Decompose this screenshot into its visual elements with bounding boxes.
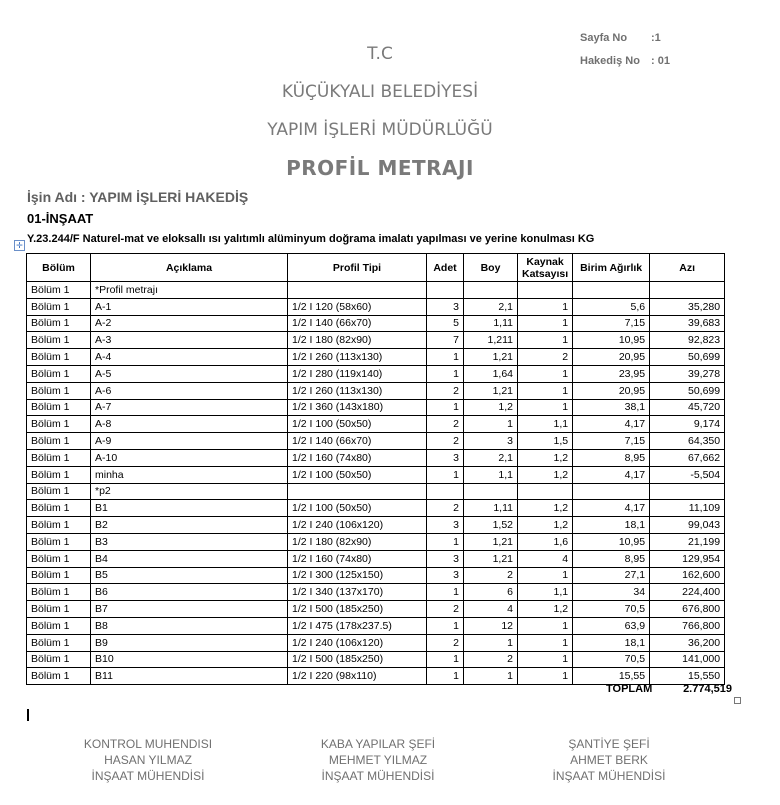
cell-adet: 1 [427,584,464,601]
cell-aciklama: A-3 [91,332,288,349]
cell-adet: 1 [427,349,464,366]
col-header-azi: Azı [650,254,725,282]
table-row [27,298,725,315]
cell-aciklama: A-10 [91,449,288,466]
cell-kaynak-katsayisi: 1,2 [518,500,573,517]
cell-birim-agirlik: 63,9 [573,617,650,634]
signature-block-kontrol [48,736,248,784]
cell-aciklama: B11 [91,668,288,685]
cell-boy: 1 [464,634,518,651]
cell-aciklama: A-1 [91,298,288,315]
total-value: 2.774,519 [683,683,732,695]
cell-profil-tipi: 1/2 I 100 (50x50) [288,466,427,483]
cell-kaynak-katsayisi: 1 [518,298,573,315]
cell-profil-tipi: 1/2 I 160 (74x80) [288,550,427,567]
cell-aciklama: B3 [91,533,288,550]
table-row [27,550,725,567]
cell-birim-agirlik: 7,15 [573,433,650,450]
table-row [27,332,725,349]
cell-bolum: Bölüm 1 [27,298,91,315]
item-description: Y.23.244/F Naturel-mat ve eloksallı ısı yalıtımlı alüminyum doğrama imalatı yapılması ve yerine konulması KG [27,233,595,245]
table-row [27,399,725,416]
cell-azi: 766,800 [650,617,725,634]
hakedis-number-value: : 01 [651,55,670,67]
cell-kaynak-katsayisi: 1 [518,567,573,584]
cell-kaynak-katsayisi: 1,2 [518,466,573,483]
cell-bolum: Bölüm 1 [27,533,91,550]
cell-azi: 141,000 [650,651,725,668]
cell-adet: 1 [427,399,464,416]
cell-aciklama: B4 [91,550,288,567]
table-row [27,500,725,517]
cell-profil-tipi: 1/2 I 220 (98x110) [288,668,427,685]
title-tc: T.C [367,44,393,64]
title-directorate: YAPIM İŞLERİ MÜDÜRLÜĞÜ [267,120,493,140]
cell-boy: 12 [464,617,518,634]
cell-kaynak-katsayisi: 1 [518,634,573,651]
table-row [27,634,725,651]
cell-bolum: Bölüm 1 [27,315,91,332]
cell-profil-tipi: 1/2 I 100 (50x50) [288,416,427,433]
col-header-profil-tipi: Profil Tipi [288,254,427,282]
cell-kaynak-katsayisi [518,282,573,299]
table-row [27,567,725,584]
cell-azi: 50,699 [650,382,725,399]
cell-azi: 35,280 [650,298,725,315]
signature-name: MEHMET YILMAZ [328,753,428,767]
cell-azi: 11,109 [650,500,725,517]
cell-birim-agirlik: 18,1 [573,634,650,651]
cell-bolum: Bölüm 1 [27,466,91,483]
cell-profil-tipi: 1/2 I 260 (113x130) [288,382,427,399]
cell-kaynak-katsayisi: 1 [518,332,573,349]
cell-aciklama: B5 [91,567,288,584]
cell-bolum: Bölüm 1 [27,584,91,601]
cell-bolum: Bölüm 1 [27,483,91,500]
cell-birim-agirlik: 38,1 [573,399,650,416]
cell-birim-agirlik: 23,95 [573,365,650,382]
cell-adet: 1 [427,466,464,483]
cell-profil-tipi: 1/2 I 160 (74x80) [288,449,427,466]
cell-azi: 39,278 [650,365,725,382]
cell-kaynak-katsayisi: 1,1 [518,584,573,601]
cell-adet: 5 [427,315,464,332]
cell-boy: 1 [464,416,518,433]
profile-metraj-table [26,253,725,685]
cell-aciklama: A-7 [91,399,288,416]
cell-adet: 2 [427,500,464,517]
col-header-adet: Adet [427,254,464,282]
table-header-row [27,254,725,282]
section-heading: 01-İNŞAAT [27,211,94,226]
cell-bolum: Bölüm 1 [27,282,91,299]
cell-bolum: Bölüm 1 [27,601,91,618]
cell-bolum: Bölüm 1 [27,500,91,517]
cell-kaynak-katsayisi: 1 [518,651,573,668]
cell-aciklama: *p2 [91,483,288,500]
cell-adet: 3 [427,567,464,584]
cell-bolum: Bölüm 1 [27,567,91,584]
cell-bolum: Bölüm 1 [27,634,91,651]
cell-boy [464,282,518,299]
cell-azi [650,483,725,500]
cell-kaynak-katsayisi: 1,2 [518,517,573,534]
signature-role: KABA YAPILAR ŞEFİ [320,737,436,751]
cell-azi: -5,504 [650,466,725,483]
cell-profil-tipi: 1/2 I 340 (137x170) [288,584,427,601]
cell-birim-agirlik: 34 [573,584,650,601]
cell-kaynak-katsayisi: 1 [518,399,573,416]
title-municipality: KÜÇÜKYALI BELEDİYESİ [281,82,479,102]
cell-birim-agirlik: 5,6 [573,298,650,315]
cell-bolum: Bölüm 1 [27,517,91,534]
cell-adet [427,483,464,500]
table-row [27,651,725,668]
cell-aciklama: *Profil metrajı [91,282,288,299]
cell-azi: 36,200 [650,634,725,651]
signature-role: ŞANTİYE ŞEFİ [568,737,650,751]
cell-azi [650,282,725,299]
cell-profil-tipi: 1/2 I 260 (113x130) [288,349,427,366]
page-number-value: :1 [651,32,661,44]
cell-azi: 162,600 [650,567,725,584]
cell-bolum: Bölüm 1 [27,416,91,433]
cell-azi: 676,800 [650,601,725,618]
cell-birim-agirlik: 7,15 [573,315,650,332]
cell-kaynak-katsayisi: 1,2 [518,449,573,466]
cell-boy: 1,21 [464,550,518,567]
text-cursor [27,709,29,721]
table-row [27,449,725,466]
cell-bolum: Bölüm 1 [27,433,91,450]
cell-azi: 50,699 [650,349,725,366]
cell-birim-agirlik: 10,95 [573,533,650,550]
table-row [27,315,725,332]
cell-profil-tipi: 1/2 I 100 (50x50) [288,500,427,517]
cell-profil-tipi: 1/2 I 475 (178x237.5) [288,617,427,634]
cell-adet: 3 [427,449,464,466]
cell-aciklama: minha [91,466,288,483]
table-row [27,466,725,483]
cell-boy: 2 [464,651,518,668]
cell-profil-tipi: 1/2 I 140 (66x70) [288,315,427,332]
cell-boy: 2 [464,567,518,584]
cell-boy: 1,64 [464,365,518,382]
cell-bolum: Bölüm 1 [27,332,91,349]
signature-title: İNŞAAT MÜHENDİSİ [321,769,435,783]
cell-boy: 2,1 [464,449,518,466]
cell-profil-tipi [288,282,427,299]
page-number-label: Sayfa No [580,32,628,44]
cell-boy: 1,2 [464,399,518,416]
cell-kaynak-katsayisi: 1 [518,617,573,634]
cell-profil-tipi: 1/2 I 280 (119x140) [288,365,427,382]
cell-azi: 64,350 [650,433,725,450]
cell-aciklama: B2 [91,517,288,534]
cell-aciklama: B8 [91,617,288,634]
cell-boy: 2,1 [464,298,518,315]
cell-birim-agirlik: 70,5 [573,601,650,618]
cell-kaynak-katsayisi: 1 [518,668,573,685]
cell-aciklama: B9 [91,634,288,651]
cell-aciklama: A-6 [91,382,288,399]
cell-boy: 1,211 [464,332,518,349]
cell-boy: 4 [464,601,518,618]
cell-birim-agirlik: 4,17 [573,500,650,517]
cell-profil-tipi: 1/2 I 240 (106x120) [288,634,427,651]
cell-birim-agirlik: 8,95 [573,550,650,567]
signature-name: HASAN YILMAZ [104,753,192,767]
cell-birim-agirlik [573,483,650,500]
cell-boy: 1,52 [464,517,518,534]
cell-profil-tipi: 1/2 I 300 (125x150) [288,567,427,584]
cell-birim-agirlik: 8,95 [573,449,650,466]
cell-bolum: Bölüm 1 [27,449,91,466]
cell-adet: 1 [427,651,464,668]
cell-azi: 21,199 [650,533,725,550]
cell-aciklama: A-2 [91,315,288,332]
cell-azi: 92,823 [650,332,725,349]
cell-bolum: Bölüm 1 [27,365,91,382]
cell-aciklama: B10 [91,651,288,668]
cell-boy: 1,21 [464,382,518,399]
cell-aciklama: A-4 [91,349,288,366]
cell-birim-agirlik: 4,17 [573,416,650,433]
cell-kaynak-katsayisi: 1,1 [518,416,573,433]
cell-bolum: Bölüm 1 [27,550,91,567]
table-row [27,517,725,534]
cell-profil-tipi: 1/2 I 120 (58x60) [288,298,427,315]
cell-adet: 3 [427,298,464,315]
cell-aciklama: A-5 [91,365,288,382]
cell-birim-agirlik: 20,95 [573,349,650,366]
cell-kaynak-katsayisi: 1 [518,382,573,399]
cell-kaynak-katsayisi: 1 [518,315,573,332]
table-row [27,601,725,618]
cell-bolum: Bölüm 1 [27,349,91,366]
cell-profil-tipi: 1/2 I 180 (82x90) [288,533,427,550]
cell-aciklama: B7 [91,601,288,618]
cell-birim-agirlik: 20,95 [573,382,650,399]
cell-aciklama: B6 [91,584,288,601]
cell-aciklama: A-9 [91,433,288,450]
cell-boy: 1 [464,668,518,685]
cell-birim-agirlik: 27,1 [573,567,650,584]
cell-adet: 3 [427,517,464,534]
cell-birim-agirlik: 10,95 [573,332,650,349]
cell-boy: 3 [464,433,518,450]
cell-profil-tipi [288,483,427,500]
cell-bolum: Bölüm 1 [27,617,91,634]
cell-kaynak-katsayisi: 1,5 [518,433,573,450]
cell-boy: 1,1 [464,466,518,483]
cell-azi: 67,662 [650,449,725,466]
table-row [27,365,725,382]
move-anchor-icon[interactable]: ✛ [14,240,25,251]
cell-boy: 1,11 [464,500,518,517]
cell-bolum: Bölüm 1 [27,668,91,685]
col-header-aciklama: Açıklama [91,254,288,282]
cell-birim-agirlik: 70,5 [573,651,650,668]
cell-profil-tipi: 1/2 I 140 (66x70) [288,433,427,450]
col-header-birim-agirlik: Birim Ağırlık [573,254,650,282]
cell-boy [464,483,518,500]
cell-profil-tipi: 1/2 I 360 (143x180) [288,399,427,416]
cell-profil-tipi: 1/2 I 240 (106x120) [288,517,427,534]
cell-birim-agirlik: 18,1 [573,517,650,534]
cell-profil-tipi: 1/2 I 180 (82x90) [288,332,427,349]
cell-kaynak-katsayisi: 1,2 [518,601,573,618]
cell-boy: 1,21 [464,533,518,550]
table-row [27,584,725,601]
cell-adet: 2 [427,416,464,433]
cell-adet [427,282,464,299]
col-header-bolum: Bölüm [27,254,91,282]
cell-birim-agirlik: 4,17 [573,466,650,483]
signature-title: İNŞAAT MÜHENDİSİ [552,769,666,783]
cell-adet: 2 [427,433,464,450]
cell-kaynak-katsayisi [518,483,573,500]
cell-adet: 1 [427,617,464,634]
cell-kaynak-katsayisi: 1,6 [518,533,573,550]
hakedis-number-label: Hakediş No [580,55,640,67]
col-header-kaynak-katsayisi: Kaynak Katsayısı [518,254,573,282]
cell-azi: 9,174 [650,416,725,433]
cell-birim-agirlik: 15,55 [573,668,650,685]
cell-azi: 15,550 [650,668,725,685]
signature-title: İNŞAAT MÜHENDİSİ [91,769,205,783]
cell-adet: 2 [427,382,464,399]
cell-kaynak-katsayisi: 2 [518,349,573,366]
cell-adet: 1 [427,365,464,382]
cell-bolum: Bölüm 1 [27,399,91,416]
col-header-boy: Boy [464,254,518,282]
cell-bolum: Bölüm 1 [27,651,91,668]
cell-adet: 7 [427,332,464,349]
table-row [27,282,725,299]
table-row [27,382,725,399]
table-row [27,617,725,634]
cell-profil-tipi: 1/2 I 500 (185x250) [288,601,427,618]
cell-azi: 129,954 [650,550,725,567]
cell-adet: 1 [427,533,464,550]
cell-boy: 1,11 [464,315,518,332]
table-row [27,533,725,550]
cell-birim-agirlik [573,282,650,299]
cell-adet: 2 [427,601,464,618]
signature-block-kaba-yapilar [278,736,478,784]
cell-azi: 45,720 [650,399,725,416]
cell-adet: 1 [427,668,464,685]
cell-bolum: Bölüm 1 [27,382,91,399]
cell-adet: 3 [427,550,464,567]
cell-aciklama: A-8 [91,416,288,433]
table-row [27,416,725,433]
table-row [27,483,725,500]
cell-profil-tipi: 1/2 I 500 (185x250) [288,651,427,668]
cell-boy: 6 [464,584,518,601]
table-row [27,349,725,366]
cell-azi: 224,400 [650,584,725,601]
table-resize-handle[interactable] [734,697,741,704]
cell-adet: 2 [427,634,464,651]
cell-azi: 99,043 [650,517,725,534]
signature-role: KONTROL MUHENDISI [83,737,213,751]
signature-name: AHMET BERK [570,753,648,767]
page-title: PROFİL METRAJI [286,156,474,180]
cell-azi: 39,683 [650,315,725,332]
table-row [27,433,725,450]
cell-boy: 1,21 [464,349,518,366]
job-name: İşin Adı : YAPIM İŞLERİ HAKEDİŞ [27,189,249,205]
total-label: TOPLAM [606,683,653,695]
cell-aciklama: B1 [91,500,288,517]
cell-kaynak-katsayisi: 1 [518,365,573,382]
cell-kaynak-katsayisi: 4 [518,550,573,567]
signature-block-santiye [509,736,709,784]
